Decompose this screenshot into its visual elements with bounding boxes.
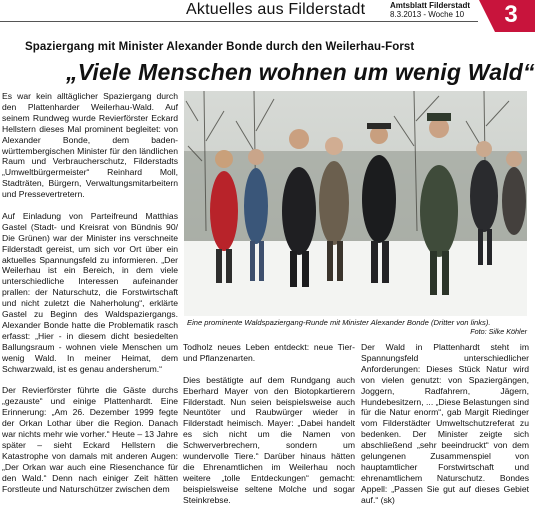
- header-rule: [0, 21, 478, 22]
- article-column-1: [2, 91, 178, 494]
- article-kicker: Spaziergang mit Minister Alexander Bonde durch den Weilerhau-Forst: [25, 41, 415, 53]
- paragraph: Dies bestätigte auf dem Rundgang auch Eberhard Mayer von den Biotopkartierern Filderstadt. Nun seien beispielsweise auch Neuntöter und Raubwürger wieder in Filderstadt heimisch. Mayer: „Dabei handelt es sich nicht um die Namen von Schwerverbrechern, sondern um wundervolle Tiere.“ Darüber hinaus hätten die Ehrenamtlichen im Weilerhau noch weitere „tolle Entdeckungen“ gemacht: beispielsweise seltene Molche und sogar Steinkrebse.: [183, 374, 355, 505]
- paragraph: Es war kein alltäglicher Spaziergang durch den Plattenharder Weilerhau-Wald. Auf seinem Rundweg wurde Revierförster Eckard Hellstern dieses Mal prominent begleitet: von Alexander Bonde, dem baden-württembergischen Minister für den ländlichen Raum und Verbraucherschutz, Filderstadts „Umweltbürgermeister“ Reinhard Moll, Stadträten, Bürgern, Verwaltungsmitarbeitern und Pressevertretern.: [2, 91, 178, 200]
- paragraph: Auf Einladung von Parteifreund Matthias Gastel (Stadt- und Kreisrat von Bündnis 90/ Die Grünen) war der Minister ins verschneite Filderstadt gereist, um sich vor Ort über ein aktuelles Spannungsfeld zu informieren. „Der Weilerhau ist ein Bereich, in dem viele unterschiedliche Interessen aufeinander prallen: der Naturschutz, die Forstwirtschaft und nicht zuletzt die Naherholung“, erklärte Gastel zu Beginn des Waldspaziergangs. Alexander Bonde hatte die Problematik rasch erfasst: „Hier - in diesem dicht besiedelten Ballungsraum - wohnen viele Menschen um wenig Wald. In meiner Heimat, dem Schwarzwald, ist es genau andersherum.“: [2, 210, 178, 374]
- article-column-3: [361, 342, 529, 505]
- paragraph: Der Wald in Plattenhardt steht im Spannungsfeld unterschiedlicher Anforderungen: Dieses Stück Natur wird von vielen genutzt: von Spaziergängen, Joggern, Radfahrern, Jägern, Hundebesitzern, ... „Diese Belastungen sind für die Natur enorm“, gab Margit Riedinger vom Filderstädter Umweltschutzreferat zu bedenken. Der Minister zeigte sich abschließend „sehr beeindruckt“ von dem gelungenen Zusammenspiel von hauptamtlicher Forstwirtschaft und ehrenamtlichem Naturschutz. Bondes Appell: „Passen Sie gut auf dieses Gebiet auf.“ (sk): [361, 342, 529, 505]
- issue-date: 8.3.2013 - Woche 10: [390, 10, 465, 19]
- paragraph: Der Revierförster führte die Gäste durchs „gezauste“ und einige Plattenhardt. Eine Erinnerung: „Am 26. Dezember 1999 fegte der Orkan Lothar über die Region. Danach war nichts mehr wie vorher.“ Heute – 13 Jahre später – sieht Eckard Hellstern die Katastrophe von damals mit anderen Augen: „Der Orkan war auch eine Riesenchance für den Wald.“ Denn nach einiger Zeit hätten Forstleute und Naturschützer zwischen dem: [2, 385, 178, 494]
- photo-credit: Foto: Silke Köhler: [470, 327, 527, 336]
- photo-caption: [187, 318, 527, 336]
- section-title: Aktuelles aus Filderstadt: [186, 1, 366, 18]
- paragraph: Todholz neues Leben entdeckt: neue Tier- und Pflanzenarten.: [183, 342, 355, 363]
- publication-name: Amtsblatt Filderstadt: [390, 1, 471, 10]
- caption-text: Eine prominente Waldspaziergang-Runde mit Minister Alexander Bonde (Dritter von links).: [187, 318, 491, 327]
- page-number-badge: [479, 0, 535, 32]
- page-number: 3: [504, 1, 518, 28]
- article-photo: [184, 91, 527, 316]
- article-column-2: [183, 342, 355, 505]
- forest-group-photo: [184, 91, 527, 316]
- page-header: [0, 0, 535, 26]
- article-headline: „Viele Menschen wohnen um wenig Wald“: [66, 59, 535, 85]
- issue-info: [390, 1, 470, 19]
